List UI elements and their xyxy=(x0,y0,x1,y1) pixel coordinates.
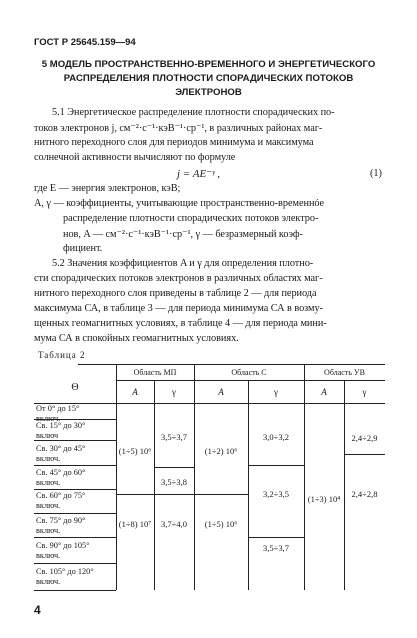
subheader-c-a: A xyxy=(218,387,224,397)
subheader-uv-gamma: γ xyxy=(362,387,367,397)
document-header: ГОСТ Р 25645.159—94 xyxy=(34,37,136,48)
table-rule xyxy=(34,563,116,564)
cell-c-gamma-3: 3,5÷3,7 xyxy=(263,543,289,553)
table-rule xyxy=(344,454,385,455)
where-line-2: A, γ — коэффициенты, учитывающие пространственно-временнóе xyxy=(34,198,325,209)
table-rule xyxy=(116,364,117,590)
table-row-label: Св. 45° до 60° включ. xyxy=(36,468,86,487)
cell-mp-a-2: (1÷8) 10⁷ xyxy=(118,519,152,529)
table-rule xyxy=(78,364,385,365)
para-5-2-line-6: мума СА в спокойных геомагнитных условиях. xyxy=(34,333,239,344)
table-rule xyxy=(34,403,385,404)
cell-mp-a-1: (1÷5) 10⁶ xyxy=(118,446,152,456)
table-caption: Таблица 2 xyxy=(38,350,86,360)
table-rule xyxy=(34,513,116,514)
table-rule xyxy=(248,537,304,538)
table-rule xyxy=(34,590,116,591)
table-row-label: От 0° до 15° включ. xyxy=(36,404,80,423)
group-header-uv: Область УВ xyxy=(324,368,365,377)
cell-c-a-2: (1÷5) 10⁶ xyxy=(204,519,238,529)
cell-c-gamma-1: 3,0÷3,2 xyxy=(263,432,289,442)
cell-uv-a: (1÷3) 10⁴ xyxy=(307,494,341,504)
para-5-2-line-4: максимума СА, в таблице 3 — для периода минимума СА в возму- xyxy=(34,303,323,314)
group-header-c: Область С xyxy=(231,368,267,377)
section-title-line-1: 5 МОДЕЛЬ ПРОСТРАНСТВЕННО-ВРЕМЕННОГО И ЭНЕРГЕТИЧЕСКОГО xyxy=(41,59,376,70)
table-rule xyxy=(344,380,345,590)
table-row-label: Св. 90° до 105° включ. xyxy=(36,541,90,560)
table-row-label: Св. 60° до 75° включ. xyxy=(36,491,86,510)
section-title-line-2: РАСПРЕДЕЛЕНИЯ ПЛОТНОСТИ СПОРАДИЧЕСКИХ ПОТОКОВ xyxy=(63,73,354,84)
table-rule xyxy=(248,380,249,590)
subheader-mp-a: A xyxy=(132,387,138,397)
table-rule xyxy=(116,494,154,495)
table-row-label: Св. 15° до 30° включ xyxy=(36,421,86,440)
where-line-4: нов, A — см⁻²·с⁻¹·кэВ⁻¹·ср⁻¹, γ — безразмерный коэф- xyxy=(63,229,303,240)
section-title-line-3: ЭЛЕКТРОНОВ xyxy=(175,87,242,98)
theta-header: Θ xyxy=(71,382,79,393)
group-header-mp: Область МП xyxy=(133,368,177,377)
subheader-c-gamma: γ xyxy=(274,387,278,397)
table-row-label: Св. 75° до 90° включ. xyxy=(36,516,86,535)
cell-uv-gamma-1: 2,4÷2,9 xyxy=(351,433,378,443)
formula: j = AE⁻ᵞ , xyxy=(177,168,221,180)
table-rule xyxy=(34,537,116,538)
table-rule xyxy=(194,494,248,495)
para-5-2-line-2: сти спорадических потоков электронов в различных областях маг- xyxy=(34,273,323,284)
table-rule xyxy=(154,494,194,495)
table-rule xyxy=(34,440,116,441)
where-line-5: фициент. xyxy=(63,243,103,254)
para-5-2-line-3: нитного переходного слоя приведены в таблице 2 — для периода xyxy=(34,288,317,299)
para-5-1-line-2: токов электронов j, см⁻²·с⁻¹·кэВ⁻¹·ср⁻¹, в различных районах маг- xyxy=(34,123,323,134)
table-rule xyxy=(304,364,305,590)
para-5-1-line-1: 5.1 Энергетическое распределение плотности спорадических по- xyxy=(52,107,335,118)
subheader-mp-gamma: γ xyxy=(172,387,176,397)
cell-mp-gamma-1: 3,5÷3,7 xyxy=(161,432,187,442)
cell-mp-gamma-2: 3,5÷3,8 xyxy=(161,477,187,487)
table-row-label: Св. 30° до 45° включ. xyxy=(36,444,86,463)
table-rule xyxy=(34,465,116,466)
table-rule xyxy=(194,364,195,590)
cell-uv-gamma-2: 2,4÷2,8 xyxy=(351,489,378,499)
para-5-1-line-3: нитного переходного слоя для периодов минимума и максимума xyxy=(34,137,314,148)
cell-c-gamma-2: 3,2÷3,5 xyxy=(263,489,289,499)
where-line-1: где E — энергия электронов, кэВ; xyxy=(34,183,181,194)
table-rule xyxy=(34,489,116,490)
para-5-2-line-5: щенных геомагнитных условиях, в таблице 4 — для периода мини- xyxy=(34,318,327,329)
table-rule xyxy=(154,467,194,468)
formula-number: (1) xyxy=(370,168,382,179)
cell-c-a-1: (1÷2) 10⁶ xyxy=(204,446,238,456)
table-rule xyxy=(248,465,304,466)
para-5-2-line-1: 5.2 Значения коэффициентов A и γ для определения плотно- xyxy=(52,258,314,269)
subheader-uv-a: A xyxy=(321,387,327,397)
para-5-1-line-4: солнечной активности вычисляют по формуле xyxy=(34,152,236,163)
page-number: 4 xyxy=(34,603,41,617)
cell-mp-gamma-3: 3,7÷4,0 xyxy=(161,519,187,529)
where-line-3: распределение плотности спорадических потоков электро- xyxy=(63,213,319,224)
table-row-label: Св. 105° до 120° включ. xyxy=(36,567,94,586)
